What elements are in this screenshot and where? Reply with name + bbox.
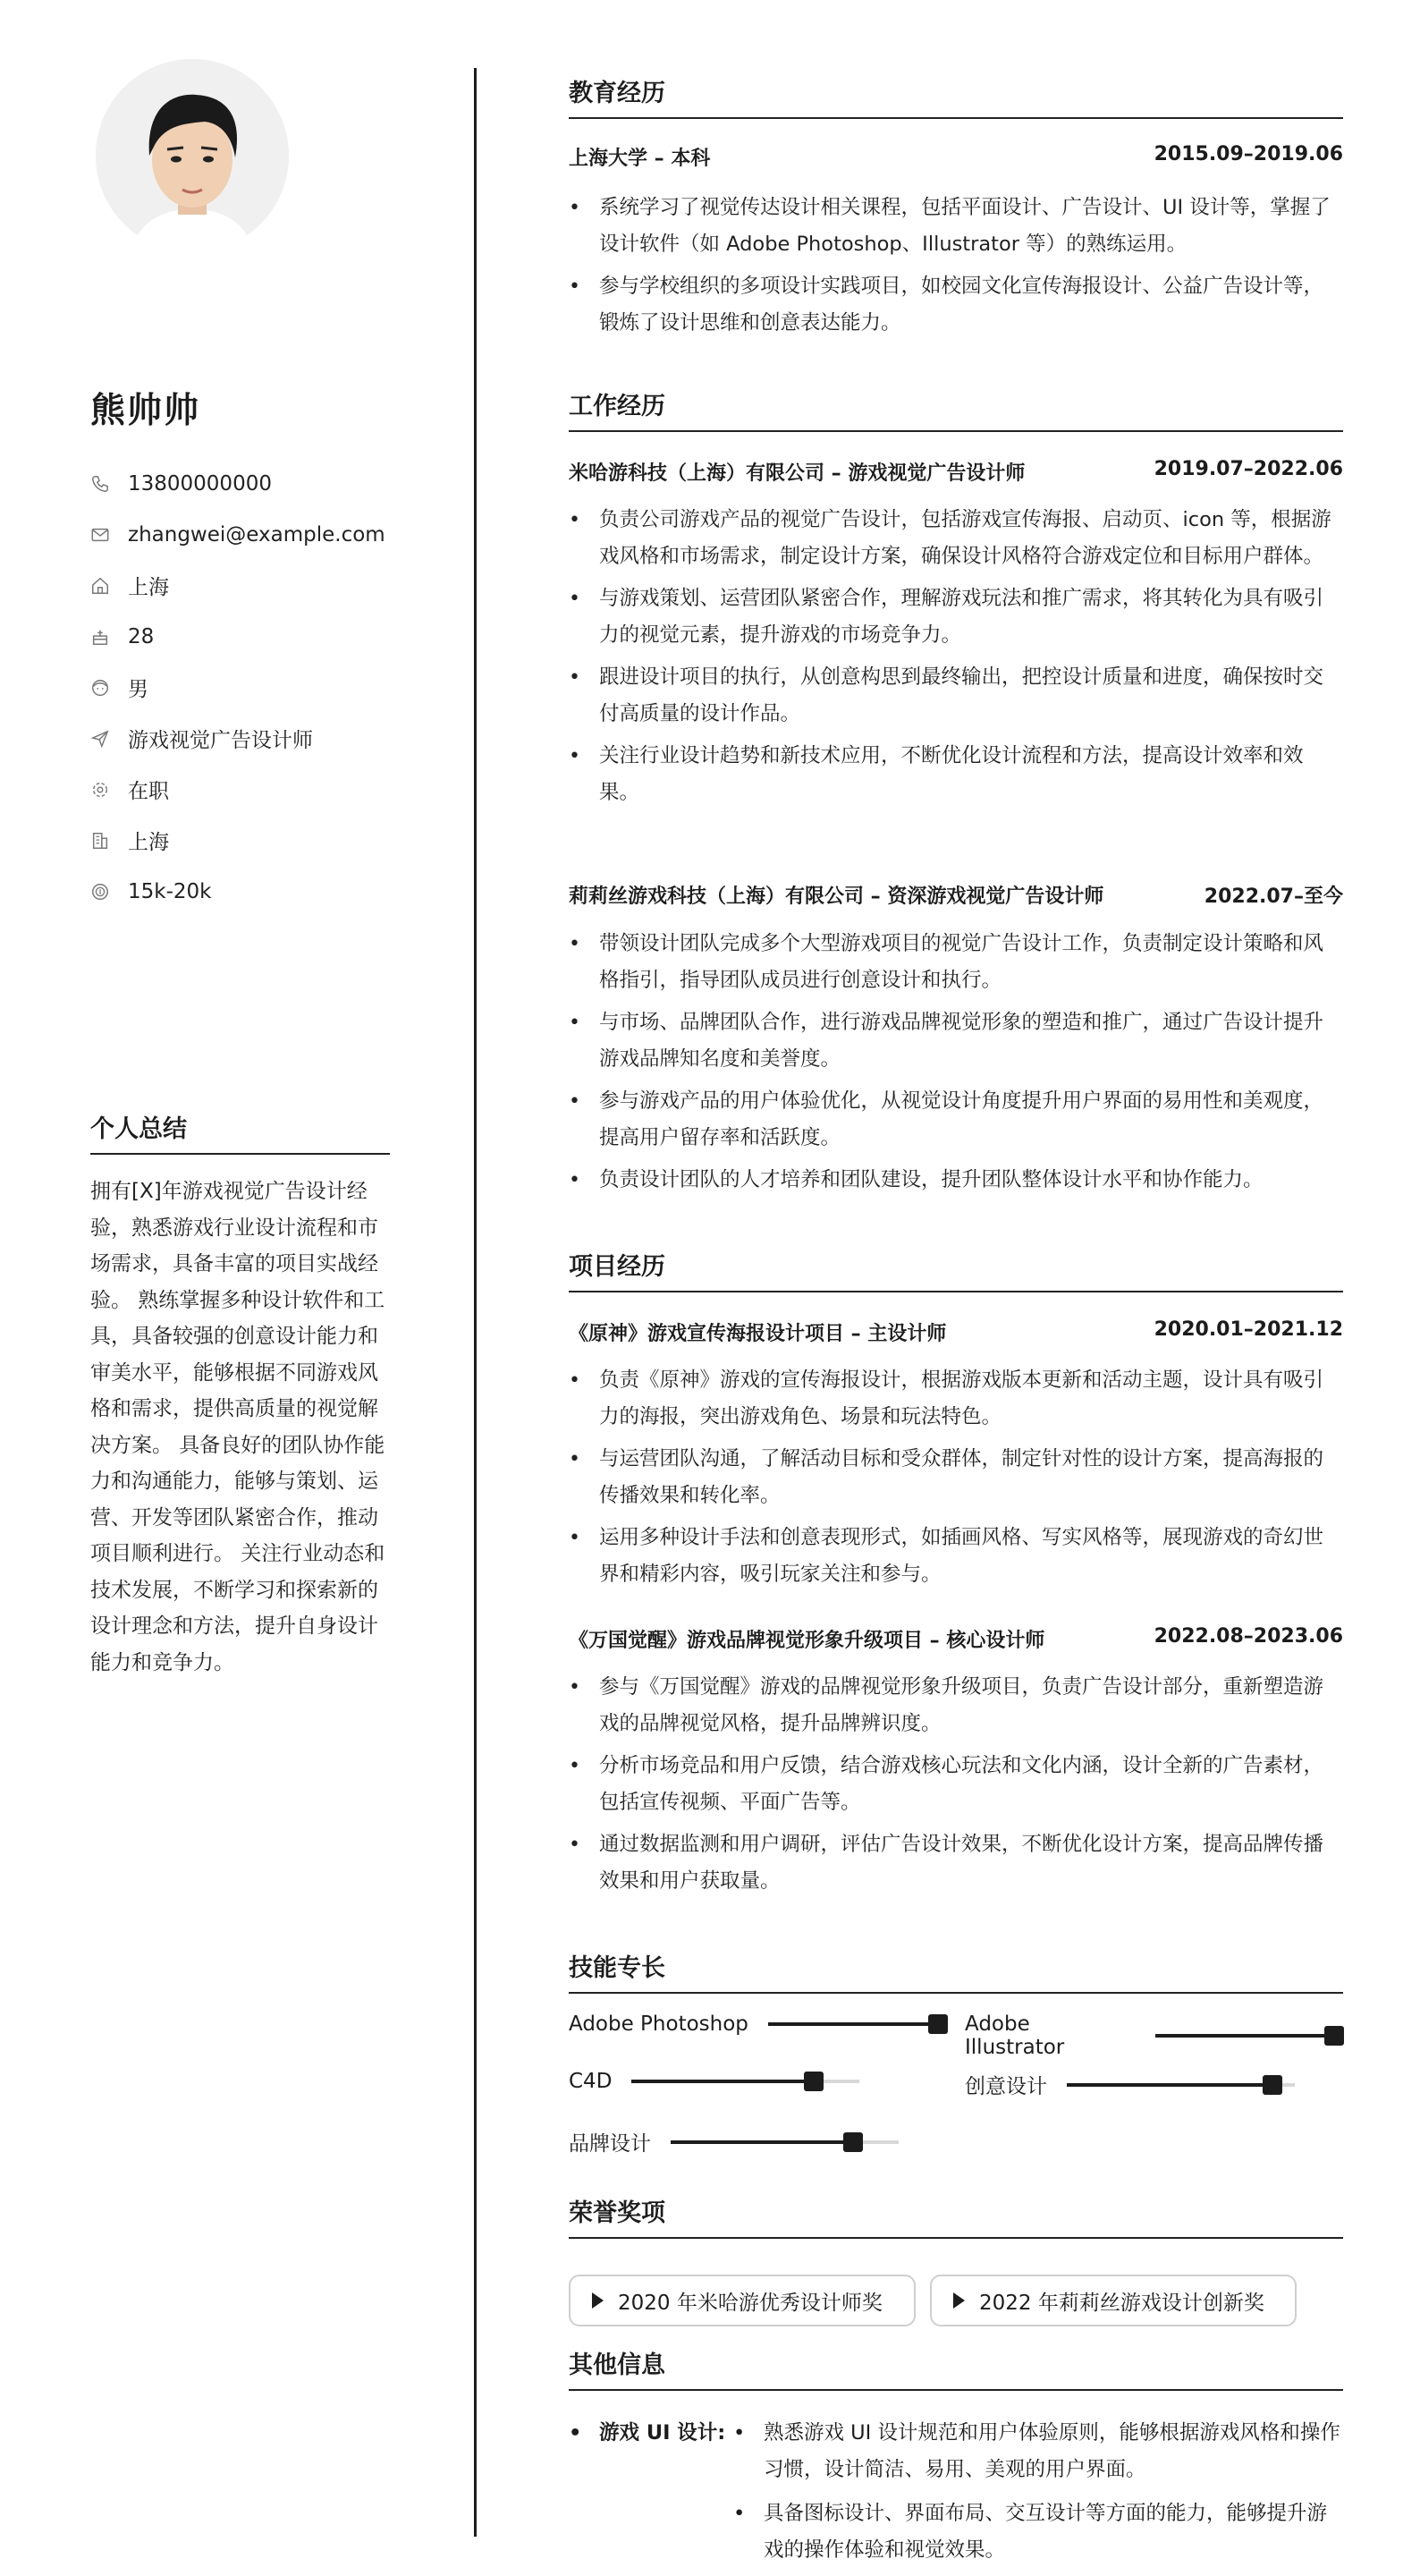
- project-2-bullets: [569, 1669, 1343, 1905]
- play-icon: [592, 2292, 604, 2309]
- skill-name: Adobe Illustrator: [965, 2012, 1065, 2059]
- skill-bar: [671, 2140, 899, 2144]
- play-icon: [953, 2292, 965, 2309]
- list-item: • 负责设计团队的人才培养和团队建设，提升团队整体设计水平和协作能力。: [569, 1162, 1343, 1199]
- awards-title: 荣誉奖项: [569, 2193, 1343, 2239]
- job-2-bullets: [569, 926, 1343, 1204]
- list-item: • 熟悉游戏 UI 设计规范和用户体验原则，能够根据游戏风格和操作习惯，设计简洁、易用、美观的用户界面。: [733, 2415, 1343, 2488]
- list-item: • 带领设计团队完成多个大型游戏项目的视觉广告设计工作，负责制定设计策略和风格指引，指导团队成员进行创意设计和执行。: [569, 926, 1343, 999]
- status-text: 在职: [128, 780, 169, 803]
- skill-bar-knob: [804, 2072, 824, 2091]
- column-divider: [474, 68, 477, 2537]
- list-item: • 与游戏策划、运营团队紧密合作，理解游戏玩法和推广需求，将其转化为具有吸引力的视觉元素，提升游戏的市场竞争力。: [569, 580, 1343, 654]
- project-1-bullets: [569, 1362, 1343, 1598]
- skill-bar-fill: [1067, 2083, 1272, 2087]
- skill-bar-knob: [1324, 2026, 1344, 2046]
- skill-bar-knob: [928, 2014, 948, 2034]
- project-2-head: [569, 1625, 1343, 1653]
- job-1-bullets: [569, 502, 1343, 817]
- skill-name: Adobe Photoshop: [569, 2012, 748, 2036]
- projects-title: 项目经历: [569, 1247, 1343, 1292]
- list-item: • 通过数据监测和用户调研，评估广告设计效果，不断优化设计方案，提高品牌传播效果和用户获取量。: [569, 1826, 1343, 1900]
- info-age: [90, 611, 385, 662]
- list-item: • 参与《万国觉醒》游戏的品牌视觉形象升级项目，负责广告设计部分，重新塑造游戏的品牌视觉风格，提升品牌辨识度。: [569, 1669, 1343, 1742]
- skill-bar-knob: [843, 2132, 863, 2152]
- list-item: • 与市场、品牌团队合作，进行游戏品牌视觉形象的塑造和推广，通过广告设计提升游戏品牌知名度和美誉度。: [569, 1004, 1343, 1078]
- coin-icon: [90, 882, 110, 902]
- job-1-period: 2019.07–2022.06: [1154, 458, 1343, 480]
- list-item: • 负责公司游戏产品的视觉广告设计，包括游戏宣传海报、启动页、icon 等，根据游戏风格和市场需求，制定设计方案，确保设计风格符合游戏定位和目标用户群体。: [569, 502, 1343, 575]
- education-title: 教育经历: [569, 73, 1343, 119]
- job-1-company: 米哈游科技（上海）有限公司 – 游戏视觉广告设计师: [569, 462, 1026, 485]
- skill-c4d: [569, 2070, 859, 2093]
- project-1-name: 《原神》游戏宣传海报设计项目 – 主设计师: [569, 1323, 947, 1345]
- skill-bar: [631, 2080, 859, 2083]
- mail-icon: [90, 525, 110, 545]
- send-icon: [90, 729, 110, 749]
- list-item: • 负责《原神》游戏的宣传海报设计，根据游戏版本更新和活动主题，设计具有吸引力的海报，突出游戏角色、场景和玩法特色。: [569, 1362, 1343, 1436]
- skill-bar: [768, 2022, 947, 2026]
- job-1-head: [569, 458, 1343, 486]
- skill-bar: [1067, 2083, 1295, 2087]
- skill-illustrator: [965, 2012, 1343, 2059]
- info-city: [90, 815, 385, 866]
- phone-icon: [90, 474, 110, 494]
- face-icon: [90, 678, 110, 698]
- job-2-period: 2022.07–至今: [1204, 886, 1343, 908]
- skill-bar-fill: [631, 2080, 814, 2083]
- info-status: [90, 764, 385, 815]
- candidate-name: 熊帅帅: [90, 391, 201, 431]
- salary-text: 15k-20k: [128, 879, 212, 903]
- info-phone: [90, 458, 385, 509]
- info-position: [90, 713, 385, 764]
- skill-bar-fill: [1155, 2034, 1333, 2038]
- info-salary: [90, 866, 385, 917]
- age-text: 28: [128, 624, 155, 648]
- building-icon: [90, 831, 110, 851]
- city-text: 上海: [128, 831, 169, 854]
- email-text: zhangwei@example.com: [128, 522, 385, 547]
- gender-text: 男: [128, 678, 148, 701]
- skill-name: 创意设计: [965, 2075, 1047, 2098]
- project-1-period: 2020.01–2021.12: [1154, 1318, 1343, 1341]
- skill-bar: [1155, 2034, 1343, 2038]
- list-item: • 关注行业设计趋势和新技术应用，不断优化设计流程和方法，提高设计效率和效果。: [569, 738, 1343, 811]
- skill-bar-fill: [768, 2022, 938, 2026]
- contact-info-list: [90, 458, 385, 917]
- list-item: • 具备图标设计、界面布局、交互设计等方面的能力，能够提升游戏的操作体验和视觉效果。: [733, 2496, 1343, 2569]
- home-icon: [90, 576, 110, 596]
- list-item: • 参与游戏产品的用户体验优化，从视觉设计角度提升用户界面的易用性和美观度，提高用户留存率和活跃度。: [569, 1083, 1343, 1157]
- award-tag: [930, 2275, 1297, 2326]
- award-tag: [569, 2275, 916, 2326]
- education-bullets: [569, 190, 1343, 347]
- job-2-company: 莉莉丝游戏科技（上海）有限公司 – 资深游戏视觉广告设计师: [569, 886, 1104, 908]
- skills-title: 技能专长: [569, 1948, 1343, 1994]
- other-bullets: [733, 2415, 1343, 2576]
- location-text: 上海: [128, 576, 169, 599]
- info-gender: [90, 662, 385, 713]
- award-text: 2022 年莉莉丝游戏设计创新奖: [979, 2291, 1264, 2315]
- info-email: [90, 509, 385, 560]
- other-title: 其他信息: [569, 2345, 1343, 2391]
- project-2-name: 《万国觉醒》游戏品牌视觉形象升级项目 – 核心设计师: [569, 1630, 1045, 1652]
- list-item: • 参与学校组织的多项设计实践项目，如校园文化宣传海报设计、公益广告设计等，锻炼了设计思维和创意表达能力。: [569, 268, 1343, 342]
- sidebar: [0, 0, 474, 2572]
- phone-text: 13800000000: [128, 471, 272, 496]
- position-text: 游戏视觉广告设计师: [128, 729, 313, 752]
- skill-creative-design: [965, 2070, 1295, 2099]
- other-label: • 游戏 UI 设计:: [569, 2415, 725, 2452]
- education-entry-head: [569, 143, 1343, 171]
- list-item: • 系统学习了视觉传达设计相关课程，包括平面设计、广告设计、UI 设计等，掌握了设计软件（如 Adobe Photoshop、Illustrator 等）的熟练运用。: [569, 190, 1343, 263]
- education-period: 2015.09–2019.06: [1154, 143, 1343, 165]
- list-item: • 运用多种设计手法和创意表现形式，如插画风格、写实风格等，展现游戏的奇幻世界和精彩内容，吸引玩家关注和参与。: [569, 1520, 1343, 1593]
- skill-photoshop: [569, 2012, 947, 2036]
- cake-icon: [90, 627, 110, 647]
- project-2-period: 2022.08–2023.06: [1154, 1625, 1343, 1648]
- list-item: • 分析市场竞品和用户反馈，结合游戏核心玩法和文化内涵，设计全新的广告素材，包括宣传视频、平面广告等。: [569, 1748, 1343, 1821]
- list-item: • 与运营团队沟通，了解活动目标和受众群体，制定针对性的设计方案，提高海报的传播效果和转化率。: [569, 1441, 1343, 1514]
- skill-bar-knob: [1263, 2075, 1282, 2095]
- list-item: • 跟进设计项目的执行，从创意构思到最终输出，把控设计质量和进度，确保按时交付高质量的设计作品。: [569, 659, 1343, 733]
- summary-title: 个人总结: [90, 1109, 390, 1155]
- job-2-head: [569, 881, 1343, 909]
- summary-text: 拥有[X]年游戏视觉广告设计经验，熟悉游戏行业设计流程和市场需求，具备丰富的项目实战经验。 熟练掌握多种设计软件和工具，具备较强的创意设计能力和审美水平，能够根据不同游戏风格和需求，提供高质量的视觉解决方案。 具备良好的团队协作能力和沟通能力，能够与策划、运营、开发等团队紧密合作，推动项目顺利进行。 关注行业动态和技术发展，不断学习和探索新的设计理念和方法，提升自身设计能力和竞争力。: [90, 1180, 385, 1674]
- portrait-image: [96, 59, 289, 252]
- skill-name: C4D: [569, 2070, 613, 2093]
- info-location: [90, 560, 385, 611]
- education-school: 上海大学 – 本科: [569, 148, 711, 170]
- work-title: 工作经历: [569, 386, 1343, 432]
- status-icon: [90, 780, 110, 800]
- award-text: 2020 年米哈游优秀设计师奖: [618, 2291, 883, 2315]
- skill-brand-design: [569, 2127, 899, 2157]
- skill-bar-fill: [671, 2140, 853, 2144]
- project-1-head: [569, 1318, 1343, 1346]
- skill-name: 品牌设计: [569, 2132, 651, 2156]
- avatar: [96, 59, 289, 252]
